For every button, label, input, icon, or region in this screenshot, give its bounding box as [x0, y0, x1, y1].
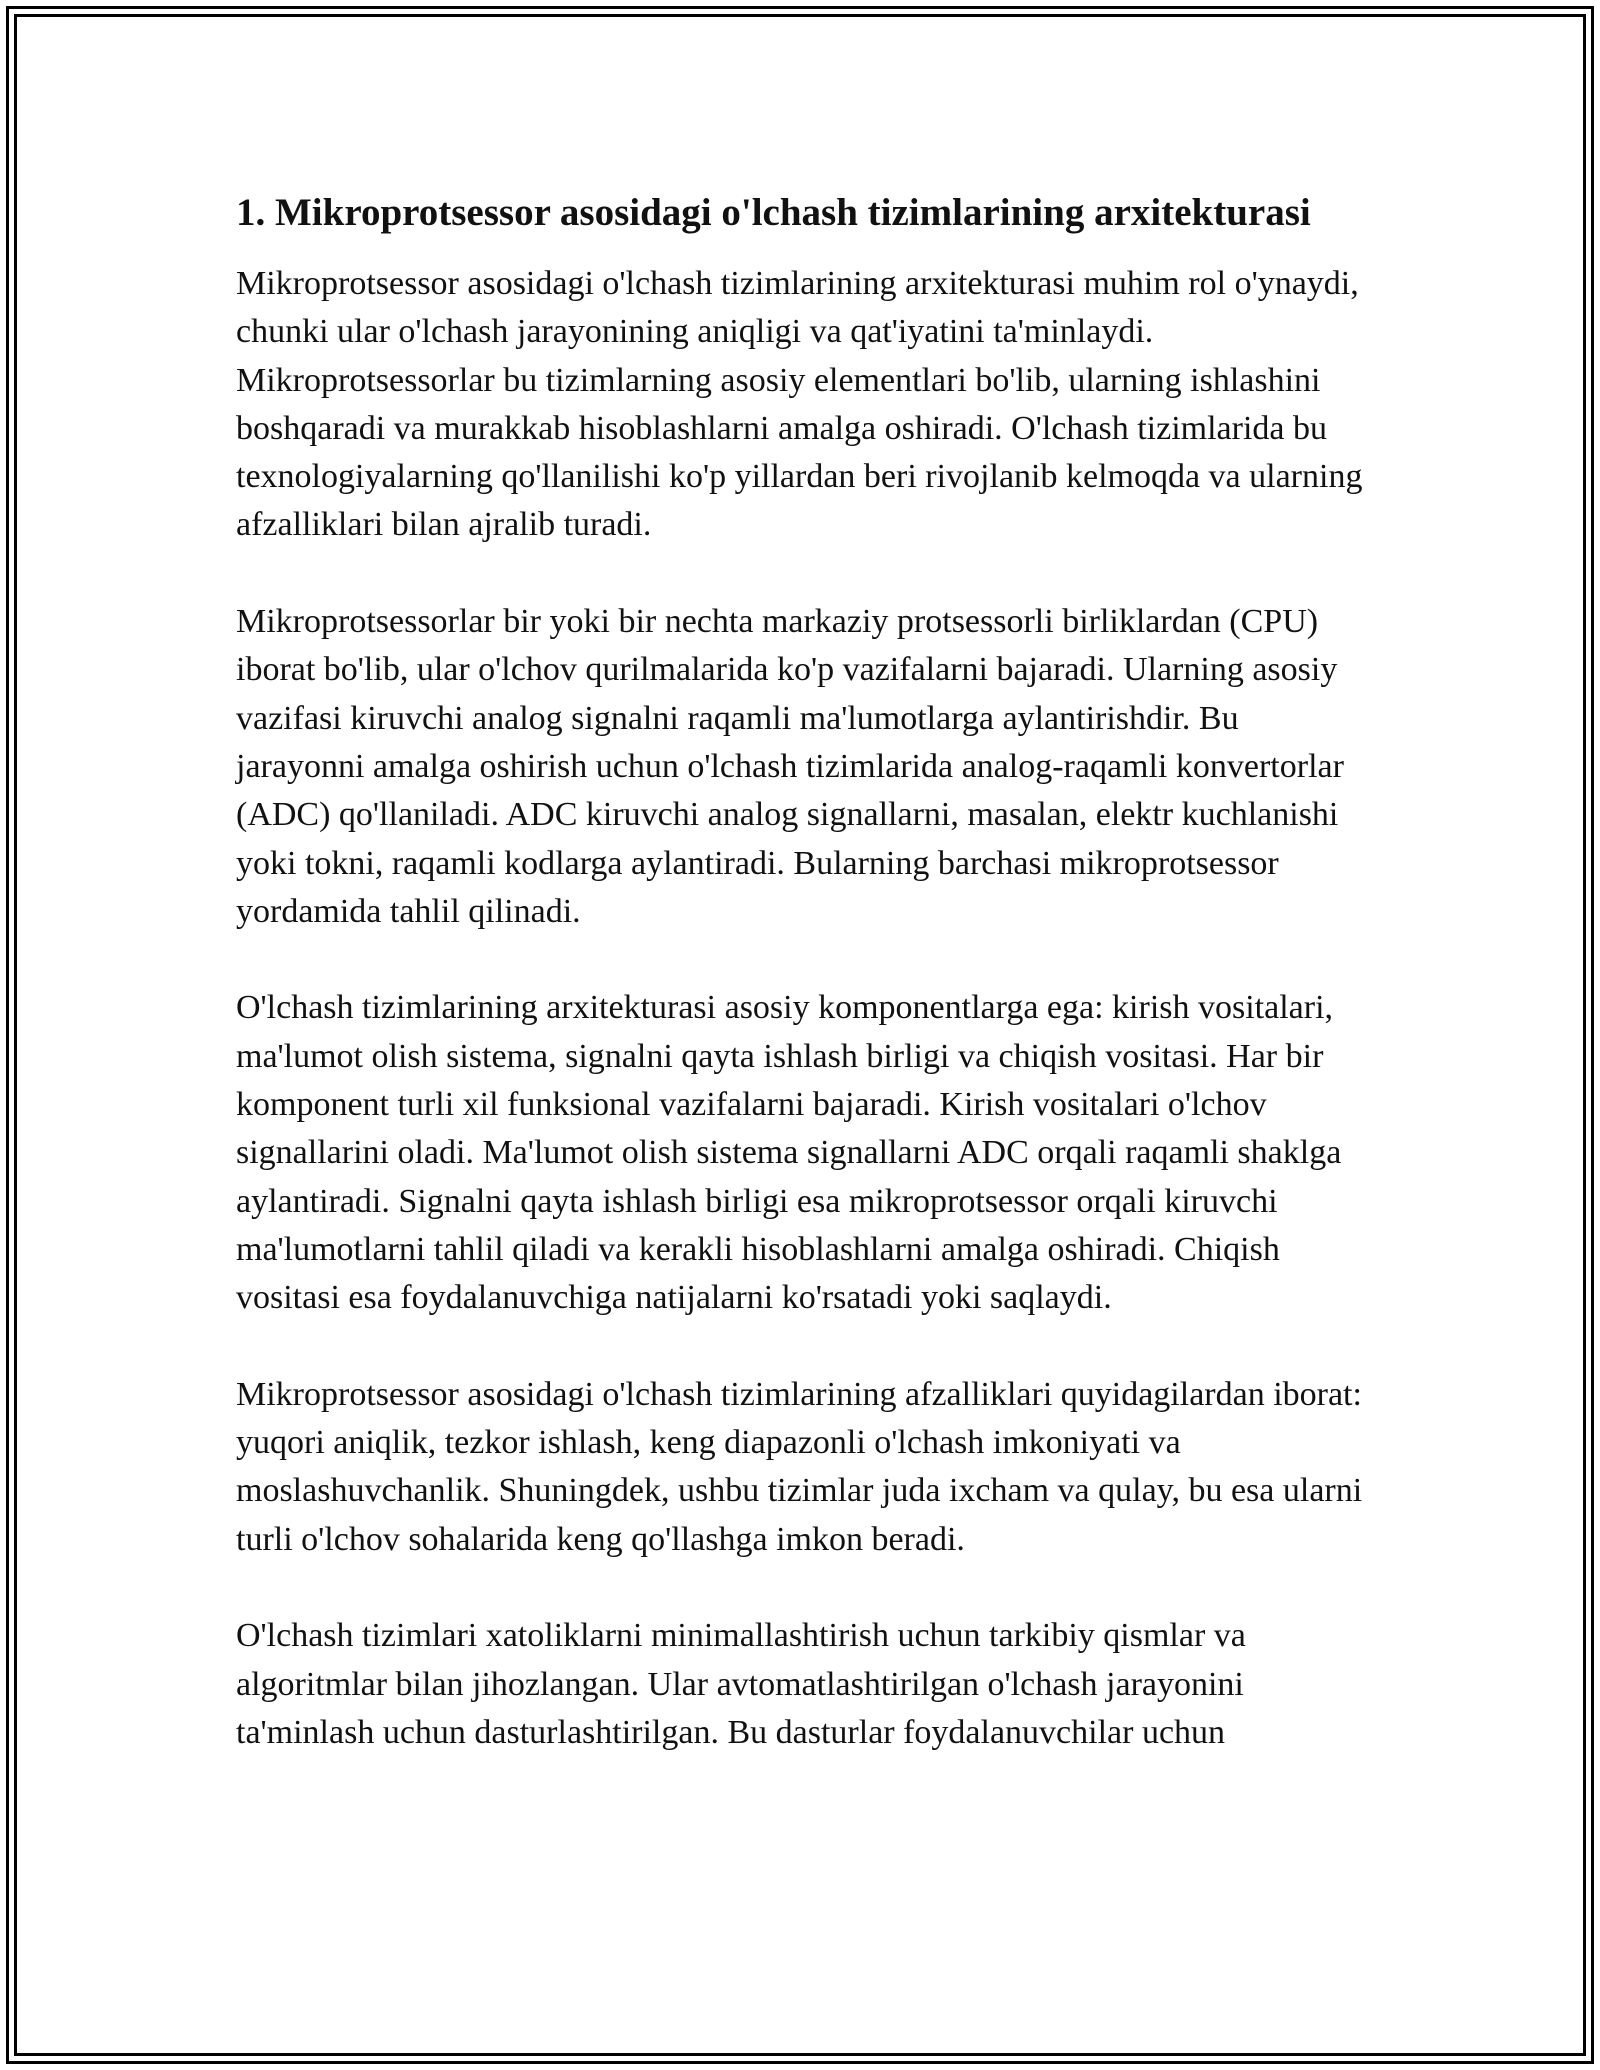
- paragraph-1: Mikroprotsessor asosidagi o'lchash tizimlarining arxitekturasi muhim rol o'ynaydi, chunki ular o'lchash jarayonining aniqligi va qat'iyatini ta'minlaydi. Mikroprotsessorlar bu tizimlarning asosiy elementlari bo'lib, ularning ishlashini boshqaradi va murakkab hisoblashlarni amalga oshiradi. O'lchash tizimlarida bu texnologiyalarning qo'llanilishi ko'p yillardan beri rivojlanib kelmoqda va ularning afzalliklari bilan ajralib turadi.: [236, 265, 1363, 544]
- paragraph-5: O'lchash tizimlari xatoliklarni minimallashtirish uchun tarkibiy qismlar va algoritmlar bilan jihozlangan. Ular avtomatlashtirilgan o'lchash jarayonini ta'minlash uchun dasturlashtirilgan. Bu dasturlar foydalanuvchilar uchun: [236, 1617, 1246, 1751]
- paragraph-2: Mikroprotsessorlar bir yoki bir nechta markaziy protsessorli birliklardan (CPU) iborat bo'lib, ular o'lchov qurilmalarida ko'p vazifalarni bajaradi. Ularning asosiy vazifasi kiruvchi analog signalni raqamli ma'lumotlarga aylantirishdir. Bu jarayonni amalga oshirish uchun o'lchash tizimlarida analog-raqamli konvertorlar (ADC) qo'llaniladi. ADC kiruvchi analog signallarni, masalan, elektr kuchlanishi yoki tokni, raqamli kodlarga aylantiradi. Bularning barchasi mikroprotsessor yordamida tahlil qilinadi.: [236, 603, 1344, 930]
- section-heading: 1. Mikroprotsessor asosidagi o'lchash tizimlarining arxitekturasi: [236, 191, 1311, 234]
- paragraph-4: Mikroprotsessor asosidagi o'lchash tizimlarining afzalliklari quyidagilardan iborat: yuqori aniqlik, tezkor ishlash, keng diapazonli o'lchash imkoniyati va moslashuvchanlik. Shuningdek, ushbu tizimlar juda ixcham va qulay, bu esa ularni turli o'lchov sohalarida keng qo'llashga imkon beradi.: [236, 1375, 1363, 1558]
- paragraph-3: O'lchash tizimlarining arxitekturasi asosiy komponentlarga ega: kirish vositalari, ma'lumot olish sistema, signalni qayta ishlash birligi va chiqish vositasi. Har bir komponent turli xil funksional vazifalarni bajaradi. Kirish vositalari o'lchov signallarini oladi. Ma'lumot olish sistema signallarni ADC orqali raqamli shaklga aylantiradi. Signalni qayta ishlash birligi esa mikroprotsessor orqali kiruvchi ma'lumotlarni tahlil qiladi va kerakli hisoblashlarni amalga oshiradi. Chiqish vositasi esa foydalanuvchiga natijalarni ko'rsatadi yoki saqlaydi.: [236, 989, 1342, 1317]
- document-body: [236, 185, 1366, 1806]
